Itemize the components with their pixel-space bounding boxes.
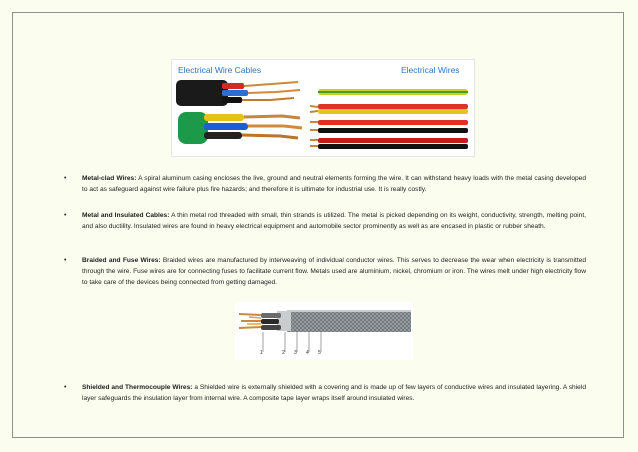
- cable-label-2: 2: [282, 350, 285, 356]
- cable-label-3: 3: [294, 350, 297, 356]
- cable-label-1: 1: [260, 350, 263, 356]
- bullet-metal-insulated-cables: [66, 210, 586, 232]
- figure-caption-wires: Electrical Wires: [401, 65, 460, 75]
- bullet-text: A spiral aluminum casing encloses the live, ground and neutral elements forming the wire. It can withstand heavy loads with the metal casing developed to act as safeguard against wire failure plus fire hazards; and therefore it is ultimate for industrial use. It is really costly.: [82, 175, 587, 193]
- bullet-dot: •: [64, 384, 67, 391]
- bullet-title: Metal-clad Wires:: [82, 175, 137, 182]
- bullet-title: Shielded and Thermocouple Wires:: [82, 384, 193, 391]
- shielded-cable-figure: [235, 302, 413, 360]
- figure-caption-cables: Electrical Wire Cables: [178, 65, 262, 75]
- bullet-metal-clad-wires: [66, 173, 586, 195]
- bullet-dot: •: [64, 175, 67, 182]
- wire-cables-illustration: [172, 60, 474, 156]
- bullet-text: Braided wires are manufactured by interweaving of individual conductor wires. This serves to decrease the wear when electricity is transmitted through the wire. Fuse wires are for connecting fuses to facilitate current flow. Metals used are aluminium, nickel, chromium or iron. The wires melt under high electricity flow to take care of the devices being connected from getting damaged.: [82, 257, 586, 286]
- cable-label-4: 4: [306, 350, 309, 356]
- cable-label-5: 5: [318, 350, 321, 356]
- bullet-braided-fuse-wires: [66, 255, 586, 288]
- bullet-text: A thin metal rod threaded with small, thin strands is utilized. The metal is picked depending on its weight, conductivity, strength, melting point, and also ductility. Insulated wires are found in heavy electrical equipment and automobile sector prominently as well as are encased in plastic or rubber sheath.: [82, 212, 586, 230]
- bullet-dot: •: [64, 257, 67, 264]
- bullet-dot: •: [64, 212, 67, 219]
- bullet-title: Metal and Insulated Cables:: [82, 212, 170, 219]
- bullet-text: a Shielded wire is externally shielded with a covering and is made up of few layers of conductive wires and insulated layering. A shield layer safeguards the insulation layer from internal wire. A composite tape layer wraps itself around insulated wires.: [82, 384, 586, 402]
- bullet-title: Braided and Fuse Wires:: [82, 257, 161, 264]
- bullet-shielded-thermocouple-wires: [66, 382, 586, 404]
- electrical-wires-figure: [171, 59, 475, 157]
